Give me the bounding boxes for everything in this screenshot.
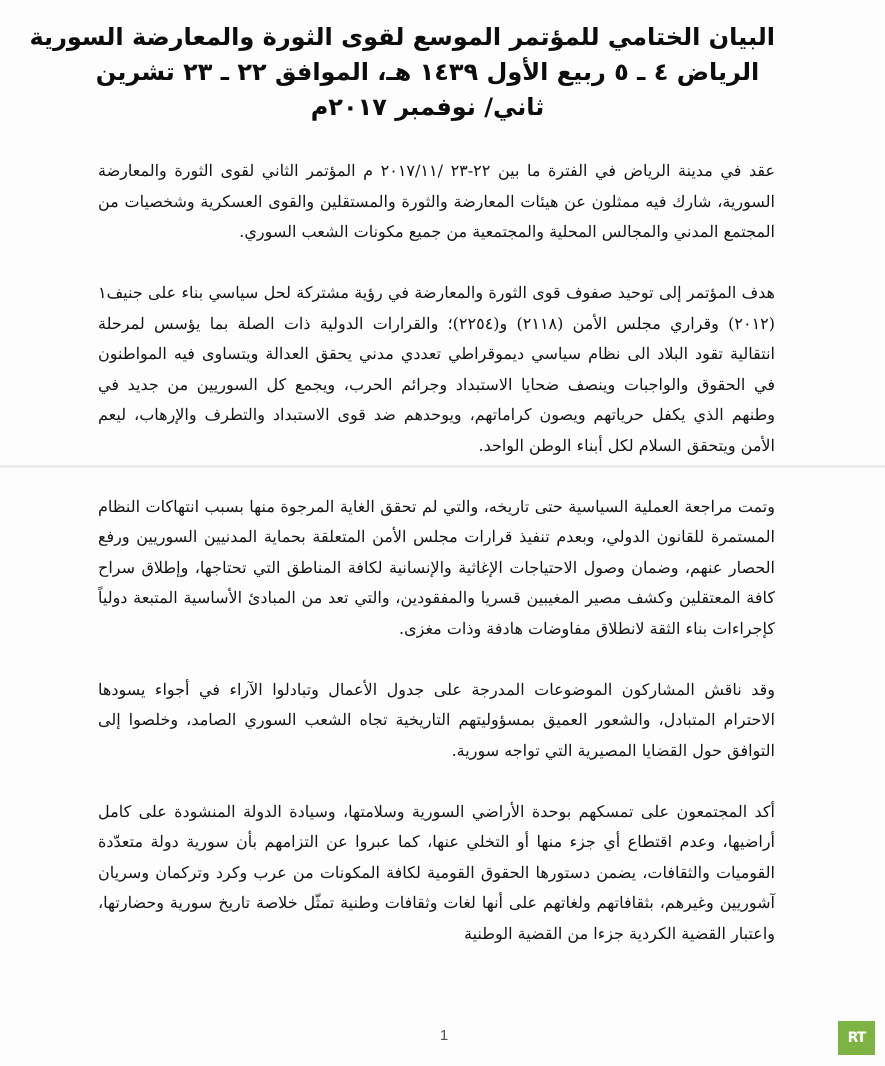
title-line-3: ثاني/ نوفمبر ٢٠١٧م <box>310 93 545 121</box>
scan-fold-line <box>0 465 885 468</box>
paragraph-discussion: وقد ناقش المشاركون الموضوعات المدرجة على جدول الأعمال وتبادلوا الآراء في أجواء يسودها الاحترام المتبادل، والشعور العميق بمسؤوليتهم التاريخية تجاه الشعب السوري الصامد، وخلصوا إلى التوافق حول القضايا المصيرية التي تواجه سورية. <box>98 679 775 760</box>
paragraph-political-process-review: وتمت مراجعة العملية السياسية حتى تاريخه، والتي لم تحقق الغاية المرجوة منها بسبب انتهاكات النظام المستمرة للقانون الدولي، وبعدم تنفيذ قرارات مجلس الأمن المتعلقة بحماية المدنيين السوريين ورفع الحصار عنهم، وضمان وصول الاحتياجات الإغاثية والإنسانية لكافة المناطق التي تحتاجها، وإطلاق سراح كافة المعتقلين وكشف مصير المغيبين قسريا والمفقودين، والتي تعد من المبادئ الأساسية المتبعة دولياً كإجراءات بناء الثقة لانطلاق مفاوضات هادفة وذات مغزى. <box>98 496 776 638</box>
paragraph-conference-intro: عقد في مدينة الرياض في الفترة ما بين ٢٢-٢٣ /٢٠١٧/١١ م المؤتمر الثاني لقوى الثورة والمعارضة السورية، شارك فيه ممثلون عن هيئات المعارضة والثورة والمستقلين والقوى العسكرية وشخصيات من المجتمع المدني والمجالس المحلية والمجتمعية من جميع مكونات الشعب السوري. <box>98 161 776 241</box>
document-body <box>98 156 775 980</box>
title-line-1: البيان الختامي للمؤتمر الموسع لقوى الثورة والمعارضة السورية <box>29 23 775 51</box>
paragraph-conference-goal: هدف المؤتمر إلى توحيد صفوف قوى الثورة والمعارضة في رؤية مشتركة لحل سياسي بناء على جنيف١ (٢٠١٢) وقراري مجلس الأمن (٢١١٨) و(٢٢٥٤)؛ والقرارات الدولية ذات الصلة بما يؤسس لمرحلة انتقالية تقود البلاد الى نظام سياسي ديموقراطي تعددي مدني يحقق العدالة ويتساوى فيه المواطنون في الحقوق والواجبات وينصف ضحايا الاستبداد وجرائم الحرب، ويجمع كل السوريين من جديد في وطنهم الذي يكفل حرياتهم ويصون كراماتهم، ويوحدهم ضد قوى الاستبداد والتطرف والإرهاب، ليعم الأمن ويتحقق السلام لكل أبناء الوطن الواحد. <box>98 283 776 455</box>
page-number: 1 <box>439 1027 449 1044</box>
rt-logo <box>838 1021 875 1055</box>
title-line-2: الرياض ٤ ـ ٥ ربيع الأول ١٤٣٩ هـ، الموافق ٢٢ ـ ٢٣ تشرين <box>95 58 760 86</box>
rt-logo-text: RT <box>847 1030 866 1046</box>
document-title <box>29 20 775 125</box>
paragraph-territorial-unity: أكد المجتمعون على تمسكهم بوحدة الأراضي السورية وسلامتها، وسيادة الدولة المنشودة على كامل أراضيها، وعدم اقتطاع أي جزء منها أو التخلي عنها، كما عبروا عن التزامهم بأن سورية دولة متعدّدة القوميات والثقافات، يضمن دستورها الحقوق القومية لكافة المكونات من عرب وكرد وتركمان وسريان آشوريين وغيرهم، بثقافاتهم ولغاتهم على أنها لغات وثقافات وطنية تمثّل خلاصة تاريخ سورية وحضارتها، واعتبار القضية الكردية جزءا من القضية الوطنية <box>98 801 775 943</box>
